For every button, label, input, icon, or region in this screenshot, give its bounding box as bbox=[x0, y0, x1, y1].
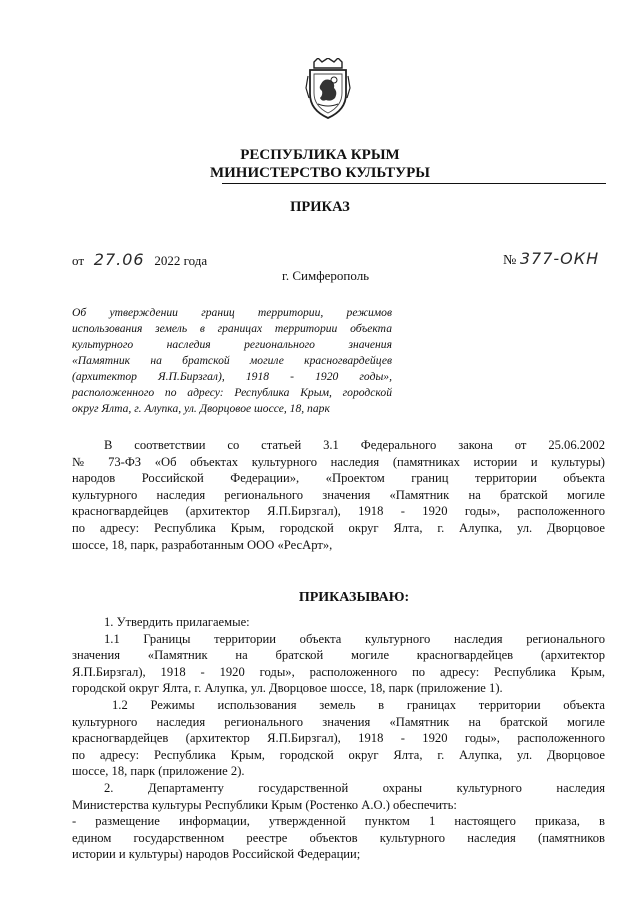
text-line: культурного наследия регионального значения «Памятник на братской могиле bbox=[72, 714, 605, 729]
text-line: 1.2 Режимы использования земель в границах территории объекта bbox=[112, 697, 605, 712]
document-number bbox=[503, 249, 599, 269]
ministry-title: МИНИСТЕРСТВО КУЛЬТУРЫ bbox=[209, 165, 431, 181]
handwritten-date: 27.06 bbox=[93, 250, 145, 269]
republic-title: РЕСПУБЛИКА КРЫМ bbox=[240, 147, 400, 163]
subject-line: использования земель в границах территории объекта bbox=[72, 322, 392, 335]
order-heading: ПРИКАЗЫВАЮ: bbox=[298, 590, 410, 605]
text-line: - размещение информации, утвержденной пунктом 1 настоящего приказа, в bbox=[72, 814, 605, 829]
text-line: В соответствии со статьей 3.1 Федерального закона от 25.06.2002 bbox=[104, 438, 605, 452]
subject-line: (архитектор Я.П.Бирзгал), 1918 - 1920 годы», bbox=[72, 370, 392, 383]
text-line: красногвардейцев (архитектор Я.П.Бирзгал), 1918 - 1920 годы», расположенного bbox=[72, 504, 605, 519]
handwritten-number: 377-ОКН bbox=[519, 249, 600, 268]
text-line: 1. Утвердить прилагаемые: bbox=[104, 615, 250, 629]
text-line: шоссе, 18, парк, разработанным ООО «РесАрт», bbox=[72, 537, 333, 552]
preamble-paragraph bbox=[72, 437, 605, 553]
document-city: г. Симферополь bbox=[282, 268, 370, 283]
subject-line: культурного наследия регионального значения bbox=[72, 338, 392, 351]
text-line: городской округ Ялта, г. Алупка, ул. Дворцовое шоссе, 18, парк (приложение 1). bbox=[72, 681, 503, 696]
text-line: 2. Департаменту государственной охраны культурного наследия bbox=[104, 780, 605, 795]
number-prefix: № bbox=[503, 253, 517, 268]
text-line: по адресу: Республика Крым, городской округ Ялта, г. Алупка, ул. Дворцовое bbox=[72, 747, 605, 762]
date-prefix: от bbox=[72, 253, 85, 268]
header-divider bbox=[222, 183, 606, 184]
document-type: ПРИКАЗ bbox=[290, 199, 350, 215]
text-line: шоссе, 18, парк (приложение 2). bbox=[72, 764, 245, 779]
subject-line: расположенного по адресу: Республика Крым, городской bbox=[72, 386, 392, 399]
document-date bbox=[72, 250, 207, 269]
text-line: по адресу: Республика Крым, городской округ Ялта, г. Алупка, ул. Дворцовое bbox=[72, 520, 605, 535]
subject-line: Об утверждении границ территории, режимов bbox=[72, 306, 392, 319]
text-line: едином государственном реестре объектов культурного наследия (памятников bbox=[72, 830, 605, 845]
text-line: истории и культуры) народов Российской Федерации; bbox=[72, 847, 361, 862]
order-items bbox=[72, 614, 605, 863]
coat-of-arms-icon bbox=[304, 58, 352, 120]
subject-line: «Памятник на братской могиле красногвардейцев bbox=[72, 354, 392, 367]
text-line: значения «Памятник на братской могиле красногвардейцев (архитектор bbox=[72, 648, 605, 663]
text-line: красногвардейцев (архитектор Я.П.Бирзгал), 1918 - 1920 годы», расположенного bbox=[72, 731, 605, 746]
text-line: № 73-ФЗ «Об объектах культурного наследия (памятниках истории и культуры) bbox=[72, 454, 605, 469]
date-year: 2022 года bbox=[154, 253, 208, 268]
text-line: Министерства культуры Республики Крым (Ростенко А.О.) обеспечить: bbox=[72, 797, 457, 812]
text-line: Я.П.Бирзгал), 1918 - 1920 годы», расположенного по адресу: Республика Крым, bbox=[72, 664, 605, 679]
text-line: 1.1 Границы территории объекта культурного наследия регионального bbox=[104, 631, 605, 646]
order-subject bbox=[72, 305, 392, 417]
text-line: народов Российской Федерации», «Проектом границ территории объекта bbox=[72, 471, 605, 486]
text-line: культурного наследия регионального значения «Памятник на братской могиле bbox=[72, 487, 605, 502]
subject-line: округ Ялта, г. Алупка, ул. Дворцовое шоссе, 18, парк bbox=[72, 402, 330, 415]
